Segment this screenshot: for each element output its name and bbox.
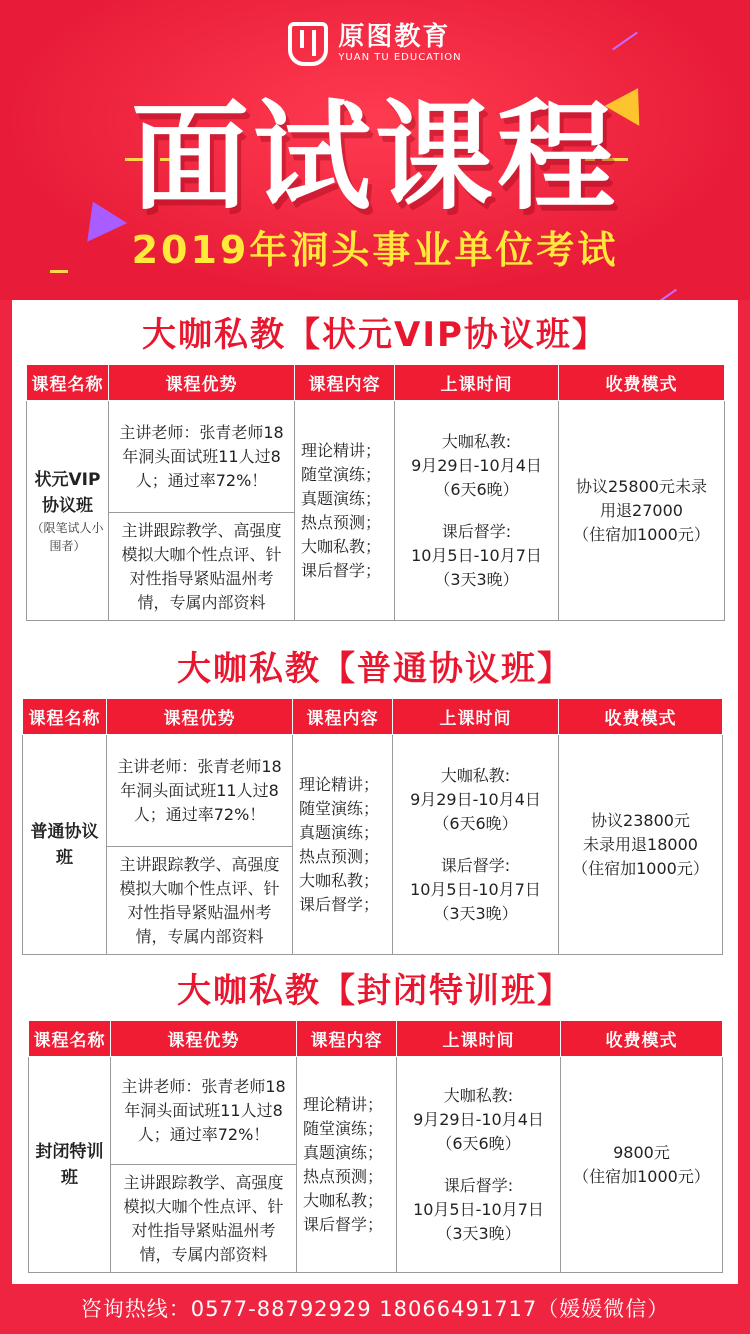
fee-cell (561, 1057, 723, 1273)
course-table (22, 698, 723, 955)
content-item: 随堂演练； (303, 1118, 384, 1138)
course-name-cell (23, 735, 107, 955)
course-name: 状元VIP协议班 (34, 469, 101, 516)
content-item: 热点预测； (299, 846, 380, 866)
schedule-duration: （3天3晚） (433, 903, 518, 923)
advantage-teacher: 主讲老师：张青老师18年洞头面试班11人过8人；通过率72%！ (111, 1057, 297, 1165)
column-header: 课程优势 (109, 365, 295, 401)
fee-line: （住宿加1000元） (572, 858, 709, 878)
fee-line: 用退27000 (600, 500, 683, 520)
course-content-cell (295, 401, 395, 621)
table-row (23, 735, 723, 847)
table-header-row (27, 365, 725, 401)
content-item: 大咖私教； (299, 870, 380, 890)
course-panel (12, 300, 738, 1284)
course-section-closed (12, 962, 738, 1273)
brand-name: 原图教育 (338, 22, 451, 52)
column-header: 收费模式 (559, 365, 725, 401)
content-item: 大咖私教； (303, 1190, 384, 1210)
course-content-cell (297, 1057, 397, 1273)
course-name-cell (29, 1057, 111, 1273)
course-name: 普通协议班 (30, 821, 99, 868)
column-header: 上课时间 (393, 699, 559, 735)
schedule-cell (395, 401, 559, 621)
section-title: 大咖私教【封闭特训班】 (177, 971, 573, 1011)
advantage-teacher: 主讲老师：张青老师18年洞头面试班11人过8人；通过率72%！ (109, 401, 295, 513)
schedule-dates: 9月29日-10月4日 (410, 789, 541, 809)
content-item: 课后督学； (301, 560, 382, 580)
content-item: 课后督学； (299, 894, 380, 914)
column-header: 课程优势 (111, 1021, 297, 1057)
schedule-label: 大咖私教: (443, 1085, 514, 1105)
brand-logo (0, 22, 750, 66)
content-item: 大咖私教； (301, 536, 382, 556)
fee-cell (559, 735, 723, 955)
brand-logo-icon (288, 22, 328, 66)
schedule-dates: 9月29日-10月4日 (413, 1109, 544, 1129)
column-header: 课程优势 (107, 699, 293, 735)
course-table (26, 364, 725, 621)
section-title: 大咖私教【普通协议班】 (177, 649, 573, 689)
schedule-cell (397, 1057, 561, 1273)
course-section-vip (12, 306, 738, 621)
brand-subtitle: YUAN TU EDUCATION (338, 52, 462, 63)
course-name-cell (27, 401, 109, 621)
advantage-teacher: 主讲老师：张青老师18年洞头面试班11人过8人；通过率72%！ (107, 735, 293, 847)
poster-header (0, 0, 750, 300)
schedule-dates: 10月5日-10月7日 (413, 1199, 544, 1219)
content-item: 课后督学； (303, 1214, 384, 1234)
schedule-dates: 9月29日-10月4日 (411, 455, 542, 475)
content-item: 真题演练； (303, 1142, 384, 1162)
fee-line: 未录用退18000 (583, 834, 698, 854)
course-content-cell (293, 735, 393, 955)
advantage-teaching: 主讲跟踪教学、高强度模拟大咖个性点评、针对性指导紧贴温州考情，专属内部资料 (111, 1165, 297, 1273)
schedule-dates: 10月5日-10月7日 (411, 545, 542, 565)
hotline-footer: 咨询热线：0577-88792929 18066491717（媛媛微信） (0, 1284, 750, 1334)
schedule-duration: （3天3晚） (434, 569, 519, 589)
course-note: （限笔试人小围者） (31, 520, 104, 553)
schedule-label: 大咖私教: (440, 765, 511, 785)
schedule-label: 课后督学: (440, 855, 511, 875)
fee-line: 协议23800元 (591, 810, 690, 830)
content-item: 热点预测； (303, 1166, 384, 1186)
schedule-duration: （6天6晚） (436, 1133, 521, 1153)
content-item: 理论精讲； (303, 1094, 384, 1114)
schedule-duration: （6天6晚） (433, 813, 518, 833)
table-header-row (23, 699, 723, 735)
column-header: 收费模式 (559, 699, 723, 735)
course-table (28, 1020, 723, 1273)
content-item: 随堂演练； (301, 464, 382, 484)
table-row (27, 401, 725, 513)
sub-title: 2019年洞头事业单位考试 (131, 228, 619, 272)
fee-line: 协议25800元未录 (576, 476, 707, 496)
main-title: 面试课程 (130, 88, 619, 226)
column-header: 上课时间 (395, 365, 559, 401)
table-row (29, 1057, 723, 1165)
column-header: 收费模式 (561, 1021, 723, 1057)
column-header: 课程名称 (27, 365, 109, 401)
section-title: 大咖私教【状元VIP协议班】 (142, 315, 608, 355)
schedule-label: 大咖私教: (441, 431, 512, 451)
column-header: 课程名称 (29, 1021, 111, 1057)
course-section-standard (12, 640, 738, 955)
schedule-dates: 10月5日-10月7日 (410, 879, 541, 899)
decor-line (643, 289, 677, 300)
advantage-teaching: 主讲跟踪教学、高强度模拟大咖个性点评、针对性指导紧贴温州考情，专属内部资料 (109, 513, 295, 621)
content-item: 热点预测； (301, 512, 382, 532)
fee-line: （住宿加1000元） (573, 1166, 710, 1186)
column-header: 课程内容 (297, 1021, 397, 1057)
column-header: 上课时间 (397, 1021, 561, 1057)
schedule-cell (393, 735, 559, 955)
advantage-teaching: 主讲跟踪教学、高强度模拟大咖个性点评、针对性指导紧贴温州考情，专属内部资料 (107, 847, 293, 955)
content-item: 随堂演练； (299, 798, 380, 818)
schedule-duration: （6天6晚） (434, 479, 519, 499)
content-item: 真题演练； (299, 822, 380, 842)
table-header-row (29, 1021, 723, 1057)
content-item: 真题演练； (301, 488, 382, 508)
content-item: 理论精讲； (301, 440, 382, 460)
schedule-duration: （3天3晚） (436, 1223, 521, 1243)
column-header: 课程名称 (23, 699, 107, 735)
column-header: 课程内容 (293, 699, 393, 735)
schedule-label: 课后督学: (443, 1175, 514, 1195)
fee-cell (559, 401, 725, 621)
content-item: 理论精讲； (299, 774, 380, 794)
fee-line: 9800元 (613, 1142, 670, 1162)
course-name: 封闭特训班 (35, 1141, 104, 1188)
column-header: 课程内容 (295, 365, 395, 401)
schedule-label: 课后督学: (441, 521, 512, 541)
fee-line: （住宿加1000元） (573, 524, 710, 544)
